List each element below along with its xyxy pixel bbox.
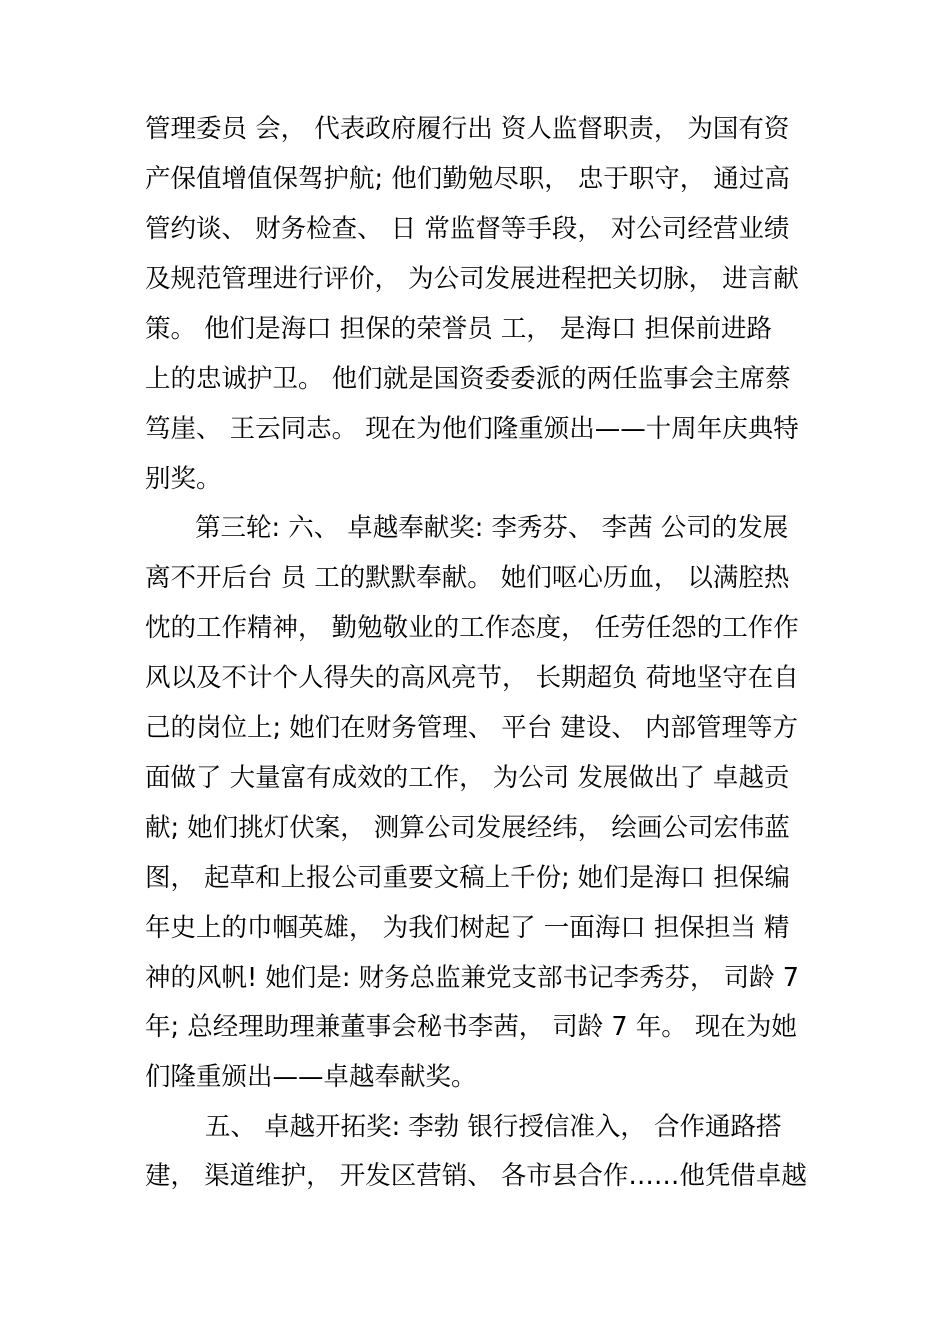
text-line: 面做了 大量富有成效的工作， 为公司 发展做出了 卓越贡	[145, 763, 790, 793]
text-line: 神的风帆! 她们是: 财务总监兼党支部书记李秀芬， 司龄 7	[145, 963, 799, 993]
text-line: 建， 渠道维护， 开发区营销、 各市县合作……他凭借卓越	[145, 1161, 807, 1191]
text-line: 产保值增值保驾护航; 他们勤勉尽职， 忠于职守， 通过高	[145, 164, 790, 194]
text-line: 笃崖、 王云同志。 现在为他们隆重颁出——十周年庆典特	[145, 414, 799, 444]
text-line: 风以及不计个人得失的高风亮节， 长期超负 荷地坚守在自	[145, 663, 799, 693]
text-line: 年; 总经理助理兼董事会秘书李茜， 司龄 7 年。 现在为她	[145, 1012, 797, 1042]
text-line: 及规范管理进行评价， 为公司发展进程把关切脉， 进言献	[145, 264, 799, 294]
text-line: 年史上的巾帼英雄， 为我们树起了 一面海口 担保担当 精	[145, 913, 790, 943]
text-line: 管约谈、 财务检查、 日 常监督等手段， 对公司经营业绩	[145, 214, 790, 244]
text-line: 策。 他们是海口 担保的荣誉员 工， 是海口 担保前进路	[145, 314, 773, 344]
text-line: 己的岗位上; 她们在财务管理、 平台 建设、 内部管理等方	[145, 713, 799, 743]
text-line: 图， 起草和上报公司重要文稿上千份; 她们是海口 担保编	[145, 863, 790, 893]
text-line: 们隆重颁出——卓越奉献奖。	[145, 1062, 477, 1092]
text-line: 别奖。	[145, 464, 222, 494]
text-line: 管理委员 会， 代表政府履行出 资人监督职责， 为国有资	[145, 114, 790, 144]
paragraph-first-line: 第三轮: 六、 卓越奉献奖: 李秀芬、 李茜 公司的发展	[195, 513, 789, 543]
paragraph-first-line: 五、 卓越开拓奖: 李勃 银行授信准入， 合作通路搭	[205, 1112, 782, 1142]
text-line: 忱的工作精神， 勤勉敬业的工作态度， 任劳任怨的工作作	[145, 613, 799, 643]
text-line: 献; 她们挑灯伏案， 测算公司发展经纬， 绘画公司宏伟蓝	[145, 813, 790, 843]
text-line: 离不开后台 员 工的默默奉献。 她们呕心历血， 以满腔热	[145, 563, 790, 593]
text-line: 上的忠诚护卫。 他们就是国资委委派的两任监事会主席蔡	[145, 364, 791, 394]
